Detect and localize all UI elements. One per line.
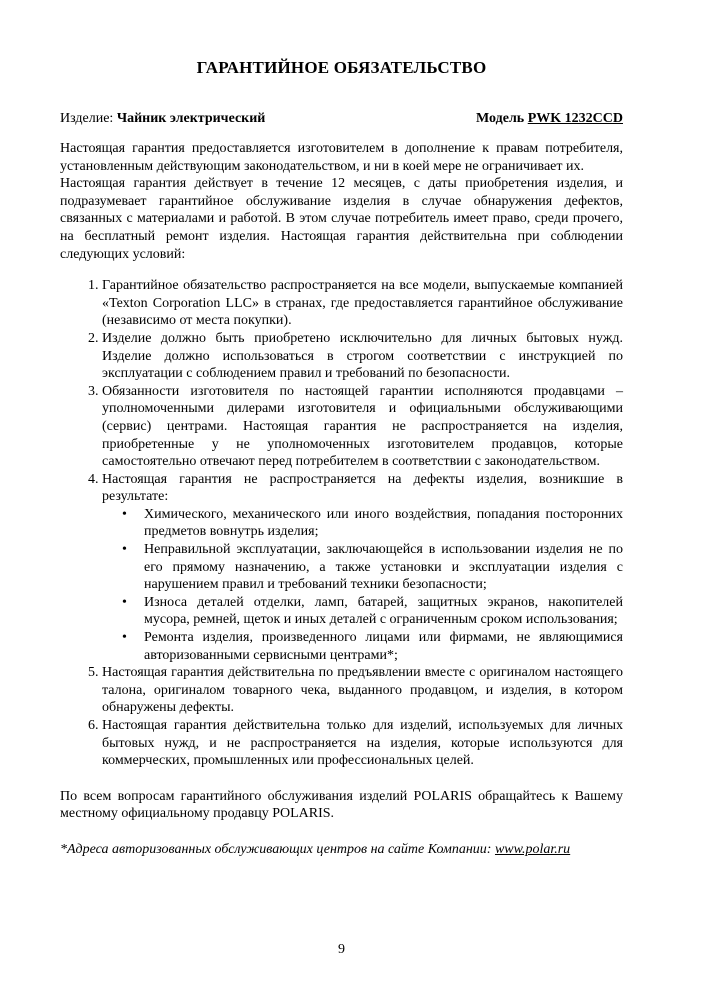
closing-paragraph: По всем вопросам гарантийного обслуживания изделий POLARIS обращайтесь к Вашему местному официальному продавцу POLARIS. (60, 788, 623, 822)
page-title: ГАРАНТИЙНОЕ ОБЯЗАТЕЛЬСТВО (196, 58, 487, 77)
defect-cause-item: • Химического, механического или иного воздействия, попадания посторонних предметов вовнутрь изделия; (144, 506, 623, 541)
footnote-text: *Адреса авторизованных обслуживающих центров на сайте Компании: (60, 841, 495, 857)
intro-paragraph: Настоящая гарантия предоставляется изготовителем в дополнение к правам потребителя, установленным действующим законодательством, и ни в коей мере не ограничивает их. (60, 141, 623, 174)
condition-item: 5. Настоящая гарантия действительна по предъявлении вместе с оригиналом настоящего талона, оригиналом товарного чека, выданного продавцом, и изделия, в котором обнаружены дефекты. (102, 664, 623, 717)
condition-item: 1. Гарантийное обязательство распространяется на все модели, выпускаемые компанией «Texton Corporation LLC» в странах, где предоставляется гарантийное обслуживание (независимо от места покупки). (102, 277, 623, 330)
product-line (60, 110, 265, 128)
condition-item: 6. Настоящая гарантия действительна только для изделий, используемых для личных бытовых нужд, и не распространяется на изделия, которые используются для коммерческих, промышленных или профессиональных целей. (102, 717, 623, 770)
defect-cause-item: • Ремонта изделия, произведенного лицами или фирмами, не являющимися авторизованными сервисными центрами*; (144, 629, 623, 664)
defect-cause-item: • Износа деталей отделки, ламп, батарей, защитных экранов, накопителей мусора, ремней, щеток и иных деталей с ограниченным сроком использования; (144, 594, 623, 629)
model-value: PWK 1232CCD (527, 111, 623, 126)
footnote (60, 841, 623, 859)
product-name: Чайник электрический (116, 111, 266, 126)
condition-item: 4. Настоящая гарантия не распространяется на дефекты изделия, возникшие в результате: • Химического, механического или иного воздействия, попадания посторонних предметов вовнутрь изделия; • Неправильной эксплуатации, заключающейся в использовании изделия не по его прямому назначению, а также установки и эксплуатации изделия с нарушением правил и требований техники безопасности; • Износа деталей отделки, ламп, батарей, защитных экранов, накопителей мусора, ремней, щеток и иных деталей с ограниченным сроком использования; • Ремонта изделия, произведенного лицами или фирмами, не являющимися авторизованными сервисными центрами*; (102, 471, 623, 665)
condition-item: 3. Обязанности изготовителя по настоящей гарантии исполняются продавцами – уполномоченными дилерами изготовителя и официальными обслуживающими (сервис) центрами. Настоящая гарантия не распространяется на изделия, приобретенные у не уполномоченных изготовителем продавцов, которые самостоятельно отвечают перед потребителем в соответствии с законодательством. (102, 383, 623, 471)
product-info-row (60, 110, 623, 128)
product-label: Изделие: (60, 111, 117, 126)
defect-causes-list (102, 506, 623, 664)
condition-item: 2. Изделие должно быть приобретено исключительно для личных бытовых нужд. Изделие должно использоваться в строгом соответствии с инструкцией по эксплуатации с соблюдением правил и требований по безопасности. (102, 330, 623, 383)
page-number: 9 (338, 942, 345, 957)
defect-cause-item: • Неправильной эксплуатации, заключающейся в использовании изделия не по его прямому назначению, а также установки и эксплуатации изделия с нарушением правил и требований техники безопасности; (144, 541, 623, 594)
warranty-body (60, 140, 623, 859)
website-link[interactable]: www.polar.ru (494, 841, 571, 857)
model-label: Модель (476, 111, 528, 126)
model-line (476, 110, 623, 128)
intro-paragraph: Настоящая гарантия действует в течение 12 месяцев, с даты приобретения изделия, и подразумевает гарантийное обслуживание изделия в случае обнаружения дефектов, связанных с материалами и работой. В этом случае потребитель имеет право, среди прочего, на бесплатный ремонт изделия. Настоящая гарантия действительна при соблюдении следующих условий: (60, 176, 623, 262)
conditions-list (60, 277, 623, 770)
